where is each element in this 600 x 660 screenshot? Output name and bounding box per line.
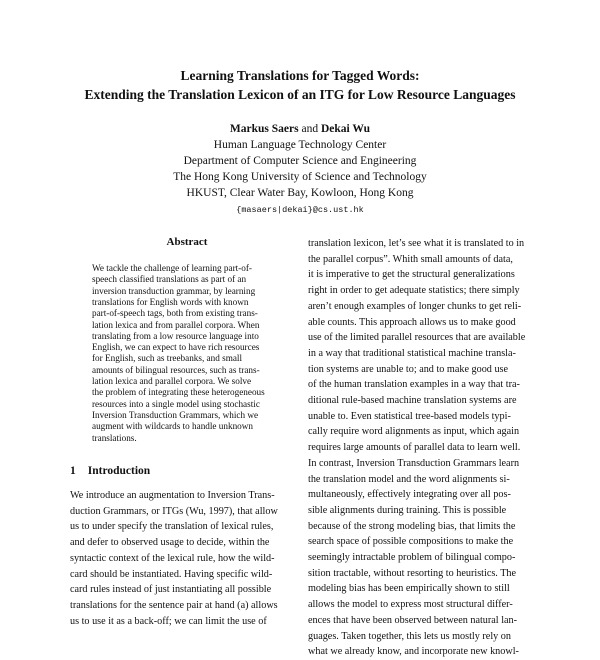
body-text-line: multaneously, effectively integrating over all pos- — [308, 489, 511, 501]
abstract-line: inversion transduction grammar, by learning — [92, 285, 256, 296]
body-text-line: because of the strong modeling bias, that limits the — [308, 520, 516, 532]
body-text-line: it is imperative to get the structural generalizations — [308, 269, 515, 281]
paper-title-line-1: Learning Translations for Tagged Words: — [180, 68, 420, 83]
author-name: Dekai Wu — [320, 123, 371, 135]
abstract-line: for English, such as treebanks, and small — [92, 353, 243, 364]
body-text-line: ditional rule-based machine translation systems are — [308, 395, 517, 406]
abstract-line: augment with wildcards to handle unknown — [92, 421, 254, 432]
body-text-line: the parallel corpus”. Whith small amounts of data, — [308, 253, 513, 265]
abstract-line: speech classified translations as part of an — [92, 274, 247, 285]
section-title: Introduction — [87, 465, 151, 477]
body-text-line: ences that have been observed between natural lan- — [308, 614, 518, 626]
body-text-line: tion systems are unable to; and to make good use — [308, 363, 509, 375]
body-text-line: search space of possible compositions to make the — [308, 536, 514, 548]
body-text-line: right in order to get adequate statistics; there simply — [308, 285, 520, 297]
body-text-line: aren’t enough examples of longer chunks to get reli- — [308, 300, 522, 312]
abstract-line: amounts of bilingual resources, such as trans- — [92, 364, 260, 375]
abstract-line: Inversion Transduction Grammars, which we — [92, 409, 259, 420]
body-text-line: card rules instead of just instantiating all possible — [70, 584, 272, 596]
body-text-line: translation lexicon, let’s see what it is translated to in — [308, 238, 525, 249]
paper-title-line-2: Extending the Translation Lexicon of an ITG for Low Resource Languages — [84, 87, 516, 102]
body-text-line: the translation model and the word alignments si- — [308, 473, 510, 485]
body-text-line: us to under specify the translation of lexical rules, — [70, 521, 274, 533]
body-text-line: In contrast, Inversion Transduction Grammars learn — [308, 457, 520, 469]
body-text-line: We introduce an augmentation to Inversion Trans- — [70, 490, 275, 501]
body-text-line: of the human translation examples in a way that tra- — [308, 379, 520, 391]
body-text-line: able counts. This approach allows us to make good — [308, 316, 516, 328]
abstract-line: English, we can expect to have rich resources — [92, 342, 260, 353]
abstract-line: lation lexica and parallel corpora. We solve — [92, 376, 252, 386]
abstract-line: part-of-speech tags, both from existing trans- — [92, 308, 258, 319]
abstract-heading: Abstract — [166, 236, 208, 248]
section-heading — [70, 465, 150, 477]
abstract-line: translations. — [92, 432, 137, 443]
abstract-line: resources into a single model using stochastic — [92, 398, 260, 409]
affiliation-line: Human Language Technology Center — [213, 139, 387, 151]
body-text-line: and defer to observed usage to decide, within the — [70, 537, 270, 549]
author-name: Markus Saers — [229, 123, 299, 135]
body-text-line: duction Grammars, or ITGs (Wu, 1997), that allow — [70, 505, 278, 517]
abstract-line: translating from a low resource language into — [92, 330, 259, 341]
body-text-line: sible alignments during training. This is possible — [308, 504, 507, 516]
body-text-line: unable to. Even statistical tree-based models typi- — [308, 410, 511, 422]
abstract-line: translations for English words with known — [92, 296, 249, 307]
body-text-line: sition tractable, without resorting to heuristics. The — [308, 567, 517, 579]
author-line — [0, 121, 600, 137]
affiliation-line: Department of Computer Science and Engineering — [183, 155, 417, 167]
body-text-line: in a way that traditional statistical machine transla- — [308, 347, 516, 359]
body-text-line: allows the model to express most structural differ- — [308, 599, 513, 611]
body-text-line: seemingly intractable problem of bilingual compo- — [308, 552, 516, 563]
body-text-line: modeling bias has been empirically shown to still — [308, 583, 510, 595]
body-text-line: requires large amounts of parallel data to learn well. — [308, 442, 521, 454]
abstract-line: the problem of integrating these heterogeneous — [92, 387, 265, 398]
author-separator: and — [298, 123, 321, 135]
author-email: {masaers|dekai}@cs.ust.hk — [236, 205, 364, 215]
affiliation-line: HKUST, Clear Water Bay, Kowloon, Hong Kong — [186, 187, 414, 199]
body-text-line: us to use it as a back-off; we can limit the use of — [70, 615, 267, 627]
body-text-line: cally require word alignments as input, which again — [308, 426, 520, 438]
body-text-line: card should be instantiated. Having specific wild- — [70, 568, 273, 580]
affiliation-line: The Hong Kong University of Science and Technology — [173, 171, 427, 183]
body-text-line: translations for the sentence pair at hand (a) allows — [70, 599, 278, 611]
body-text-line: syntactic context of the lexical rule, how the wild- — [70, 552, 275, 564]
body-text-line: what we already know, and incorporate new knowl- — [308, 646, 519, 658]
section-number: 1 — [70, 465, 76, 477]
body-text-line: use of the limited parallel resources that are available — [308, 332, 526, 344]
abstract-line: We tackle the challenge of learning part-of- — [92, 263, 252, 273]
body-text-line: guages. Taken together, this lets us mostly rely on — [308, 630, 511, 642]
abstract-line: lation lexica and from parallel corpora. When — [92, 319, 260, 330]
